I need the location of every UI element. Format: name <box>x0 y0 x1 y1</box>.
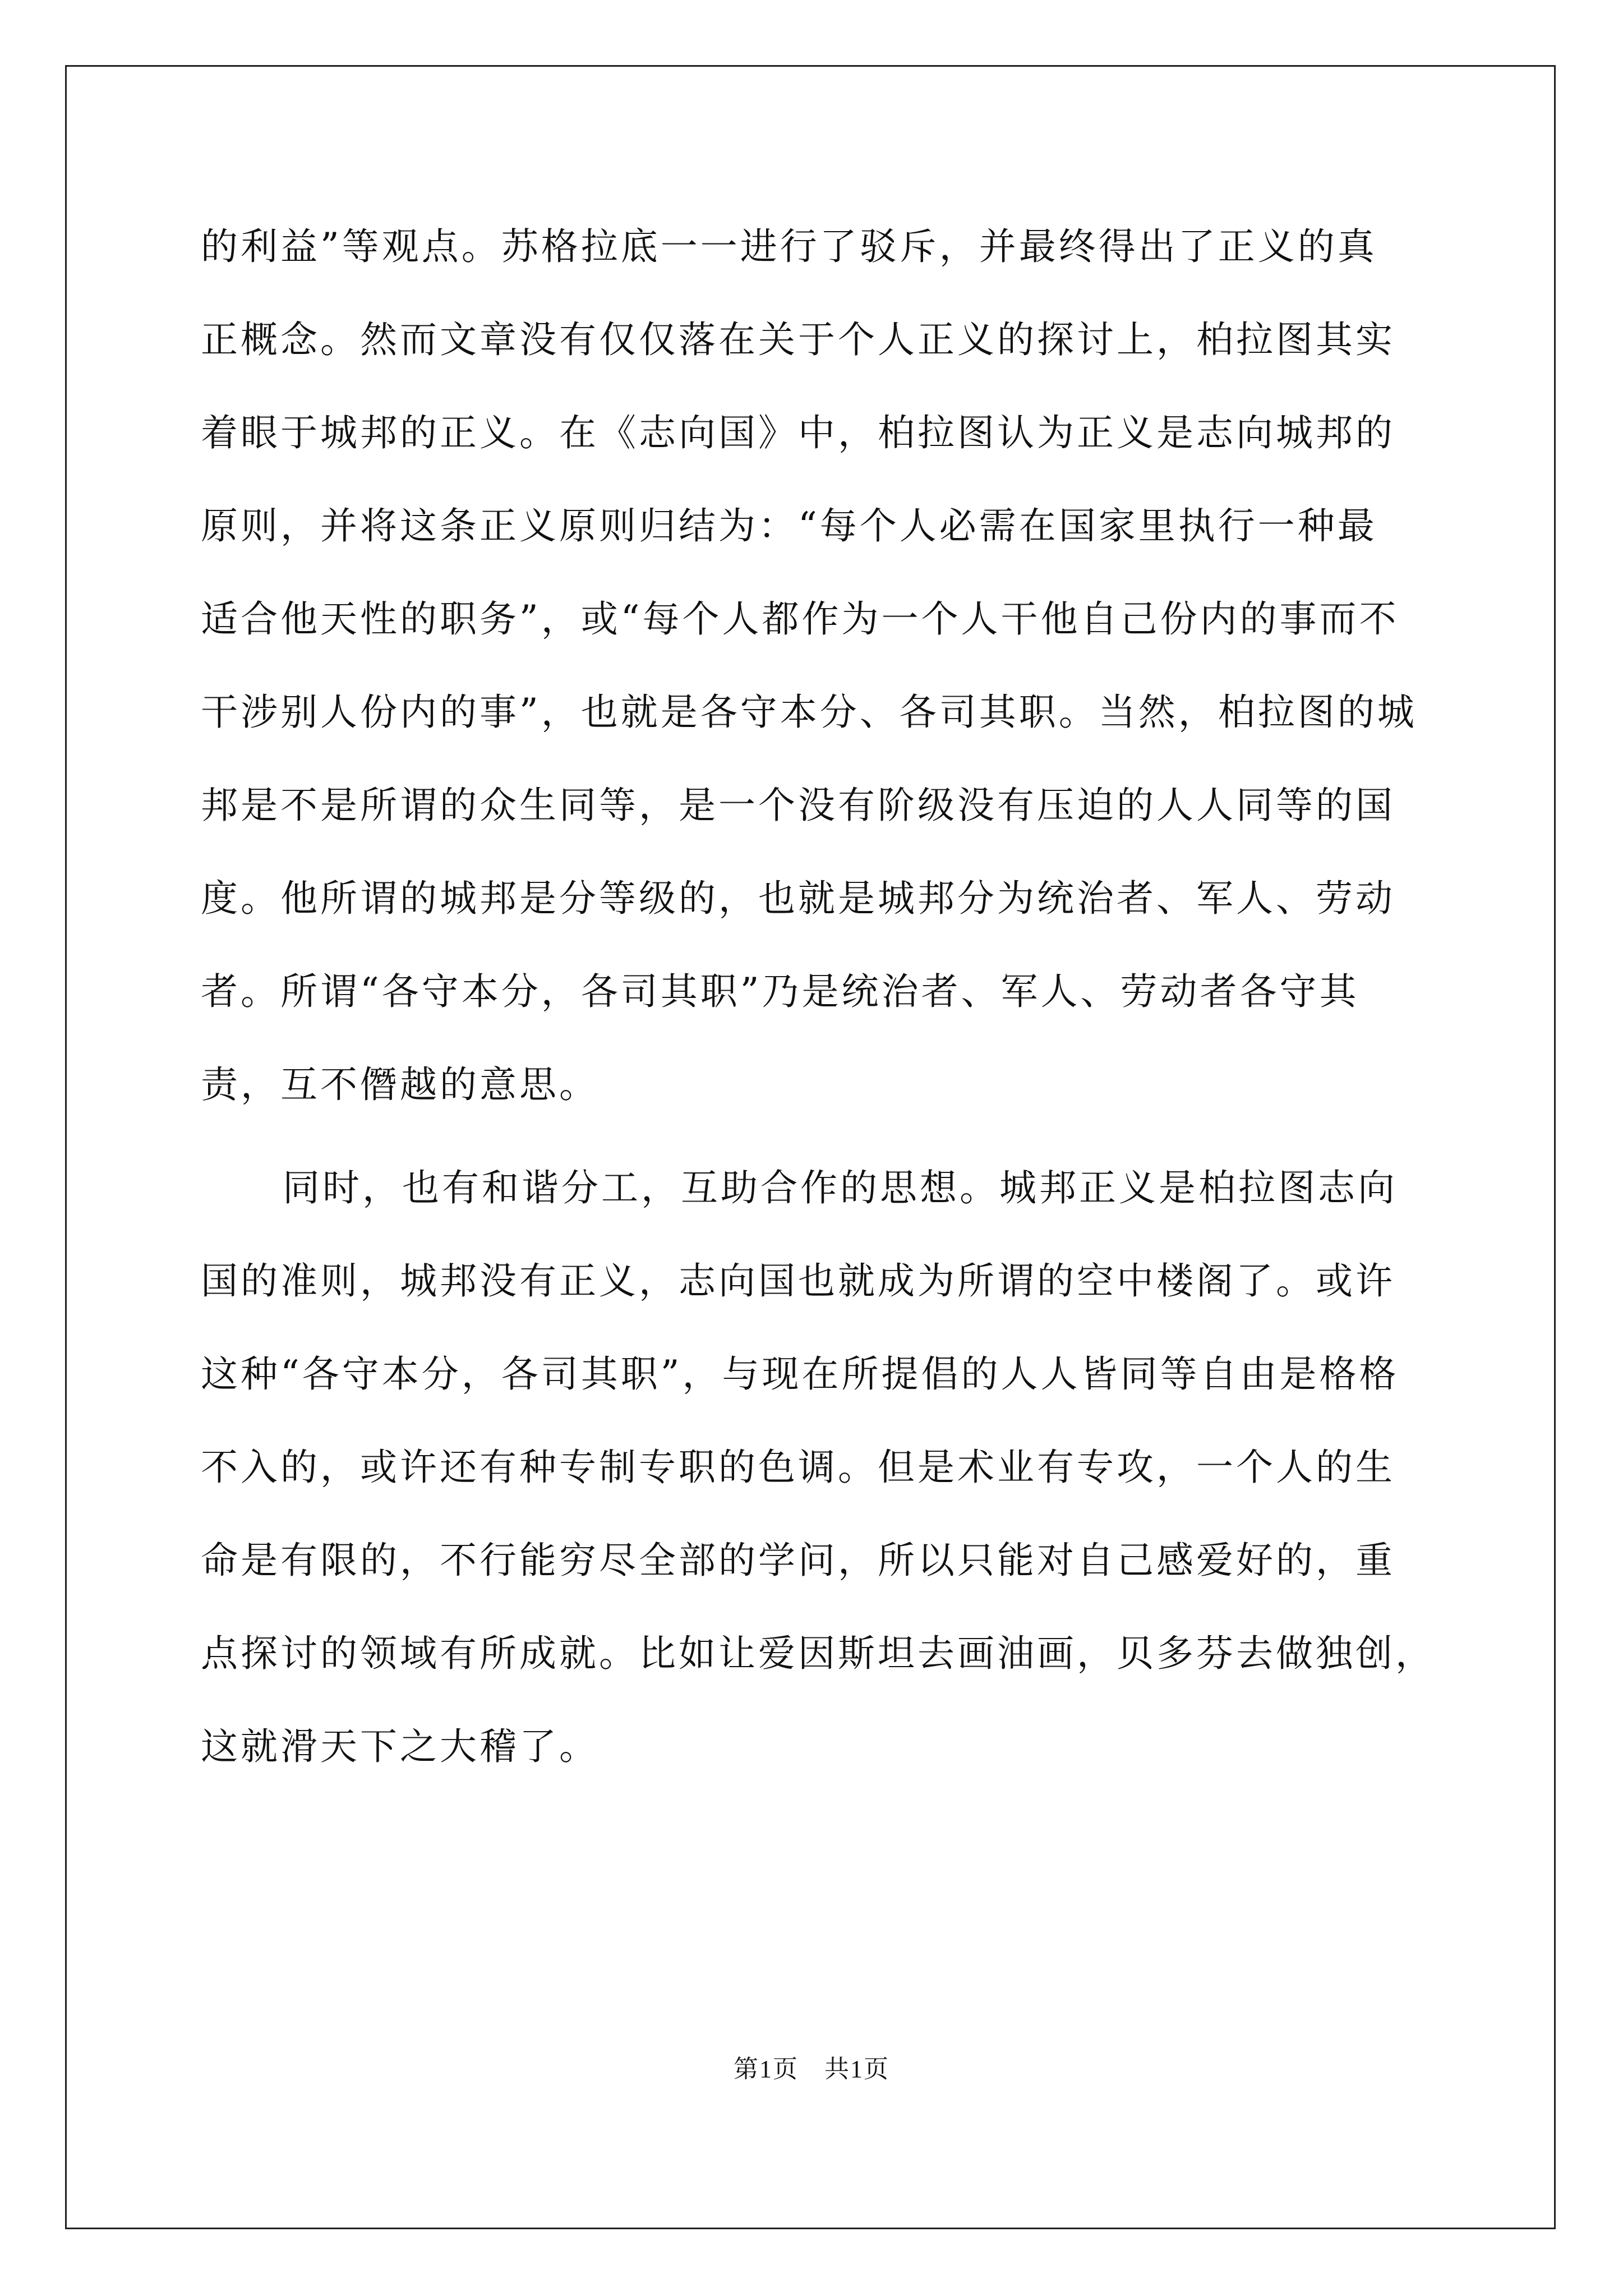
text-line: 原则，并将这条正义原则归结为：“每个人必需在国家里执行一种最 <box>201 504 1377 547</box>
document-body <box>201 220 1435 1813</box>
text-line: 干涉别人份内的事”，也就是各守本分、各司其职。当然，柏拉图的城 <box>201 691 1417 734</box>
text-line: 着眼于城邦的正义。在《志向国》中，柏拉图认为正义是志向城邦的 <box>201 411 1395 454</box>
text-line: 的利益”等观点。苏格拉底一一进行了驳斥，并最终得出了正义的真 <box>201 225 1377 268</box>
text-line: 这就滑天下之大稽了。 <box>201 1725 599 1768</box>
text-line: 邦是不是所谓的众生同等，是一个没有阶级没有压迫的人人同等的国 <box>201 784 1395 827</box>
paragraph-1 <box>201 220 1429 1151</box>
text-line: 同时，也有和谐分工，互助合作的思想。城邦正义是柏拉图志向 <box>283 1166 1398 1209</box>
text-line: 者。所谓“各守本分，各司其职”乃是统治者、军人、劳动者各守其 <box>201 970 1359 1013</box>
text-line: 适合他天性的职务”，或“每个人都作为一个人干他自己份内的事而不 <box>201 597 1399 641</box>
text-line: 点探讨的领域有所成就。比如让爱因斯坦去画油画，贝多芬去做独创， <box>201 1632 1435 1675</box>
page-footer: 第1页 共1页 <box>734 2055 889 2083</box>
text-line: 国的准则，城邦没有正义，志向国也就成为所谓的空中楼阁了。或许 <box>201 1259 1395 1303</box>
text-line: 这种“各守本分，各司其职”，与现在所提倡的人人皆同等自由是格格 <box>201 1352 1399 1396</box>
text-line: 不入的，或许还有种专制专职的色调。但是术业有专攻，一个人的生 <box>201 1446 1395 1489</box>
text-line: 正概念。然而文章没有仅仅落在关于个人正义的探讨上，柏拉图其实 <box>201 318 1395 361</box>
paragraph-2 <box>201 1161 1435 1813</box>
text-line: 度。他所谓的城邦是分等级的，也就是城邦分为统治者、军人、劳动 <box>201 877 1395 920</box>
text-line: 责，互不僭越的意思。 <box>201 1063 599 1106</box>
text-line: 命是有限的，不行能穷尽全部的学问，所以只能对自己感爱好的，重 <box>201 1539 1395 1582</box>
